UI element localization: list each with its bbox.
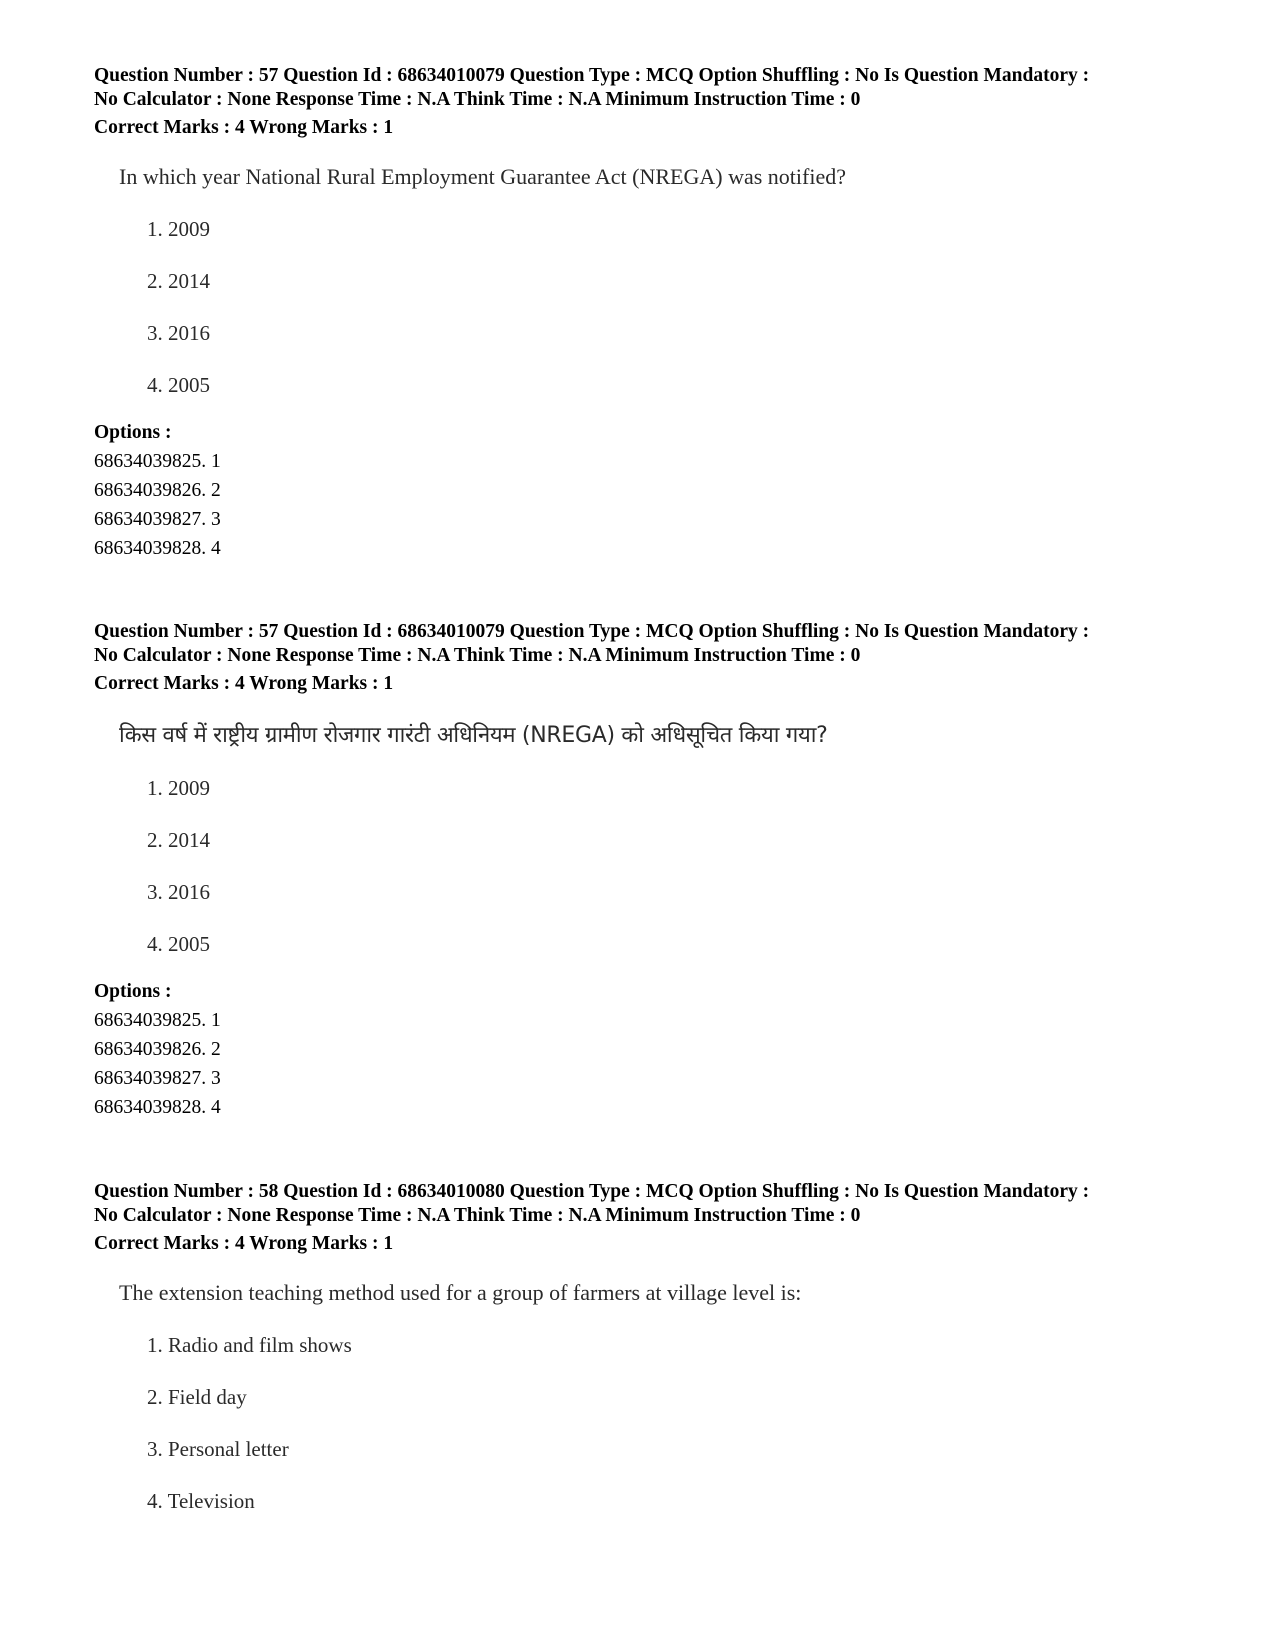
question-marks: Correct Marks : 4 Wrong Marks : 1 [94,1233,394,1254]
option-id-row: 68634039828. 4 [94,538,221,559]
option-id-row: 68634039826. 2 [94,480,221,501]
option-id-row: 68634039825. 1 [94,1010,221,1031]
option-id-row: 68634039827. 3 [94,509,221,530]
answer-choice: 2. 2014 [147,269,210,293]
question-text: The extension teaching method used for a group of farmers at village level is: [119,1280,802,1305]
option-id-row: 68634039825. 1 [94,451,221,472]
question-block-57-hindi [94,620,1214,1122]
answer-choice: 4. 2005 [147,932,210,956]
option-id-row: 68634039828. 4 [94,1097,221,1118]
answer-choice: 3. 2016 [147,880,210,904]
question-header-line-2: No Calculator : None Response Time : N.A Think Time : N.A Minimum Instruction Time : 0 [94,89,861,110]
question-header-line-2: No Calculator : None Response Time : N.A Think Time : N.A Minimum Instruction Time : 0 [94,1205,861,1226]
question-block-57-english [94,64,1214,563]
answer-choice: 2. 2014 [147,828,210,852]
answer-choice: 2. Field day [147,1385,247,1409]
question-block-58-english [94,1180,1214,1515]
answer-choice: 3. Personal letter [147,1437,289,1461]
option-id-row: 68634039826. 2 [94,1039,221,1060]
question-marks: Correct Marks : 4 Wrong Marks : 1 [94,117,394,138]
question-marks: Correct Marks : 4 Wrong Marks : 1 [94,673,394,694]
question-header-line-2: No Calculator : None Response Time : N.A Think Time : N.A Minimum Instruction Time : 0 [94,645,861,666]
options-label: Options : [94,981,172,1002]
answer-choice: 4. Television [147,1489,255,1513]
question-header-line-1: Question Number : 57 Question Id : 68634010079 Question Type : MCQ Option Shuffling : No Is Question Mandatory : [94,65,1090,86]
question-text: In which year National Rural Employment Guarantee Act (NREGA) was notified? [119,164,846,189]
answer-choice: 1. 2009 [147,217,210,241]
answer-choice: 3. 2016 [147,321,210,345]
answer-choice: 1. Radio and film shows [147,1333,352,1357]
answer-choice: 4. 2005 [147,373,210,397]
question-text: किस वर्ष में राष्ट्रीय ग्रामीण रोजगार गारंटी अधिनियम (NREGA) को अधिसूचित किया गया? [119,723,828,748]
answer-choice: 1. 2009 [147,776,210,800]
option-id-row: 68634039827. 3 [94,1068,221,1089]
question-header-line-1: Question Number : 58 Question Id : 68634010080 Question Type : MCQ Option Shuffling : No Is Question Mandatory : [94,1181,1090,1202]
question-header-line-1: Question Number : 57 Question Id : 68634010079 Question Type : MCQ Option Shuffling : No Is Question Mandatory : [94,621,1090,642]
options-label: Options : [94,422,172,443]
